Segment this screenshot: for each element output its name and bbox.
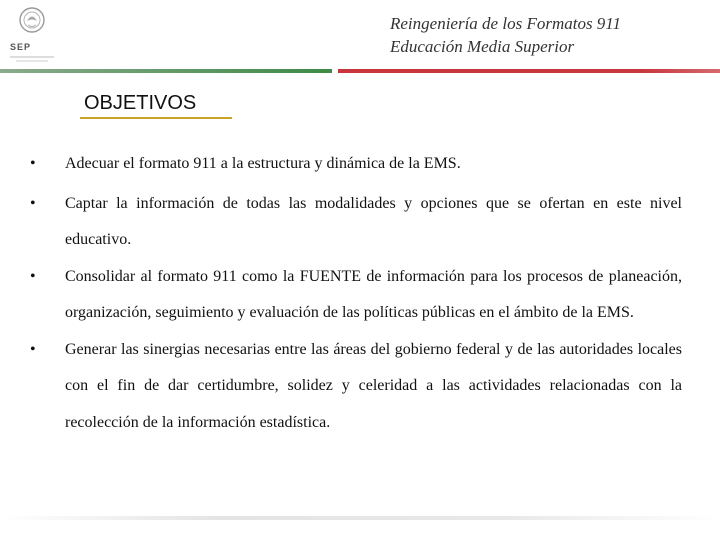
title-line-1: Reingeniería de los Formatos 911: [390, 14, 622, 33]
bullet-icon: •: [30, 340, 36, 358]
list-item: [30, 332, 682, 442]
logo-caption-lines: [10, 55, 54, 63]
bullet-icon: •: [30, 194, 36, 212]
band-green: [0, 69, 332, 73]
list-item: [30, 186, 682, 259]
objective-text: Generar las sinergias necesarias entre las áreas del gobierno federal y de las autoridades locales con el fin de dar certidumbre, solidez y celeridad a las actividades relacionadas con la recolección de la información estadística.: [65, 340, 682, 431]
section-heading-underline: [80, 117, 232, 119]
logo-text: SEP: [10, 42, 32, 52]
objective-text: Adecuar el formato 911 a la estructura y dinámica de la EMS.: [65, 155, 461, 172]
title-line-2: Educación Media Superior: [390, 37, 575, 56]
list-item: [30, 259, 682, 332]
flag-color-band: [0, 69, 720, 75]
footer-shadow: [0, 516, 720, 520]
bullet-icon: •: [30, 267, 36, 285]
objectives-list: [30, 146, 682, 441]
objective-text: Captar la información de todas las modalidades y opciones que se ofertan en este nivel educativo.: [65, 194, 682, 248]
coat-of-arms-icon: [18, 6, 46, 36]
list-item: [30, 146, 682, 183]
sep-logo: [6, 6, 58, 64]
band-red: [338, 69, 720, 73]
presentation-title: [390, 12, 621, 58]
bullet-icon: •: [30, 155, 36, 172]
objective-text: Consolidar al formato 911 como la FUENTE de información para los procesos de planeación, organización, seguimiento y evaluación de las políticas públicas en el ámbito de la EMS.: [65, 267, 682, 321]
section-heading: OBJETIVOS: [84, 92, 197, 114]
